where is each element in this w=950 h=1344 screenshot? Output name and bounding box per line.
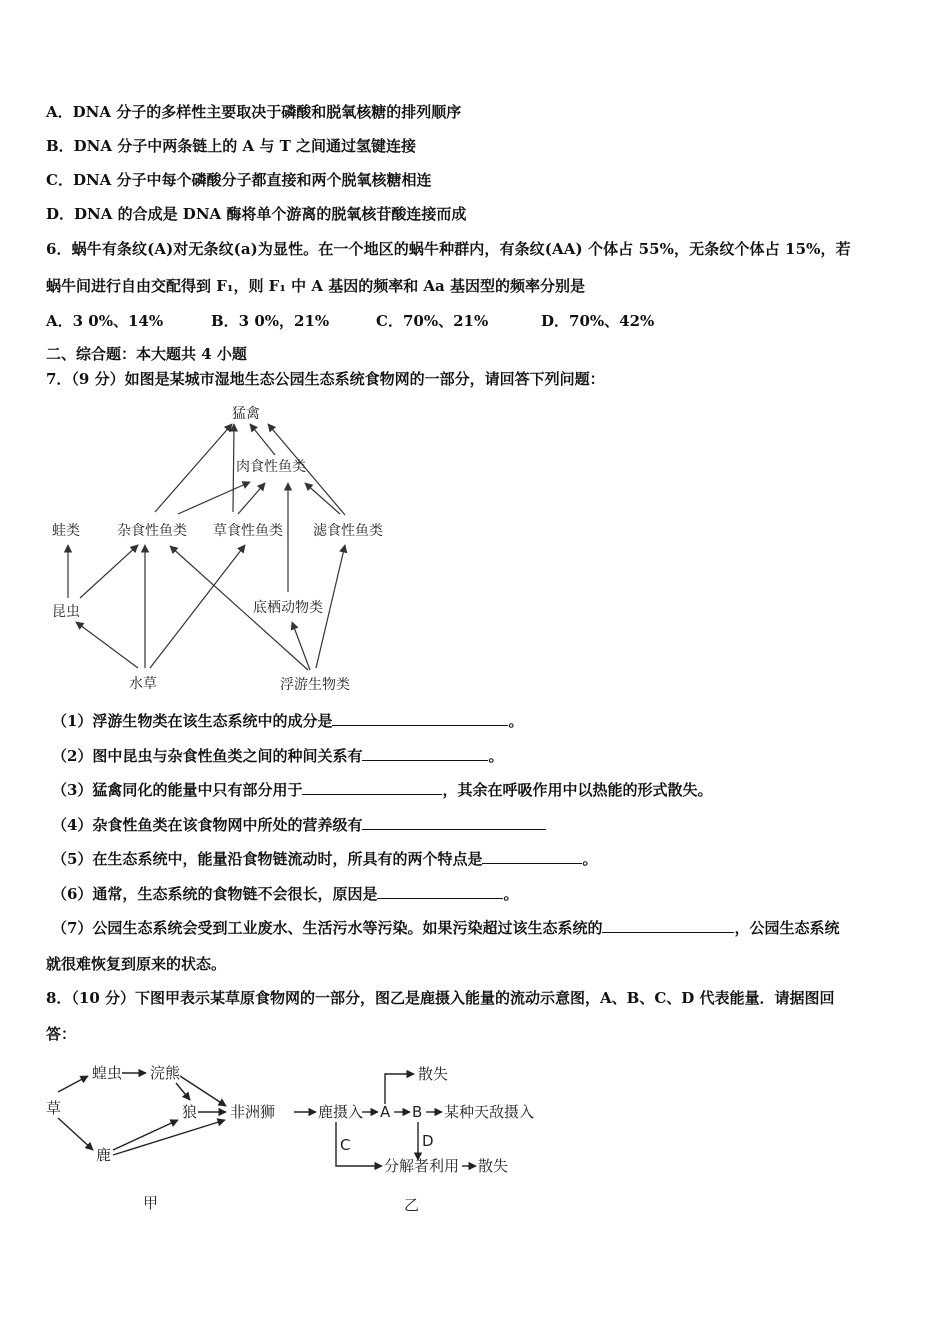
- q6-stem-line1: 6．蜗牛有条纹(A)对无条纹(a)为显性。在一个地区的蜗牛种群内，有条纹(AA) 个体占 55%，无条纹个体占 15%，若: [46, 240, 851, 258]
- q5-option-b: B．DNA 分子中两条链上的 A 与 T 之间通过氢键连接: [46, 137, 416, 155]
- arrow-omnivore-to-raptor: [155, 424, 232, 512]
- arrow-deer-to-wolf: [113, 1120, 178, 1150]
- q6-option-c: C．70%、21%: [376, 312, 489, 330]
- q7-sub7-continuation: 就很难恢复到原来的状态。: [46, 955, 227, 973]
- node-raptor: 猛禽: [232, 406, 260, 422]
- arrow-filter-to-carnivore: [305, 483, 340, 514]
- node-insect: 昆虫: [52, 604, 80, 620]
- arrow-raccoon-to-lion: [180, 1076, 226, 1106]
- q7-sub4-text: （4）杂食性鱼类在该食物网中所处的营养级有: [52, 816, 363, 834]
- yi-label-a: A: [380, 1103, 391, 1121]
- yi-dissipate-bottom: 散失: [478, 1157, 509, 1175]
- yi-label-c: C: [340, 1136, 351, 1154]
- q7-sub3-post: ，其余在呼吸作用中以热能的形式散失。: [442, 781, 713, 799]
- arrow-plankton-to-omnivore: [170, 546, 308, 670]
- q7-sub7-text: （7）公园生态系统会受到工业废水、生活污水等污染。如果污染超过该生态系统的: [52, 919, 603, 937]
- q5-option-a: A．DNA 分子的多样性主要取决于磷酸和脱氧核糖的排列顺序: [46, 103, 462, 121]
- q7-sub7-blank[interactable]: [602, 917, 734, 933]
- arrow-herbivore-to-carnivore: [238, 483, 265, 514]
- jia-deer: 鹿: [96, 1146, 112, 1164]
- q7-sub4: [52, 814, 546, 835]
- yi-deer-intake: 鹿摄入: [318, 1103, 364, 1121]
- q7-sub6-post: 。: [503, 885, 519, 903]
- jia-wolf: 狼: [182, 1103, 198, 1121]
- arrow-omnivore-to-carnivore: [178, 482, 250, 514]
- q7-sub1-post: 。: [508, 712, 524, 730]
- node-plankton: 浮游生物类: [280, 677, 350, 693]
- yi-dissipate-top: 散失: [418, 1065, 449, 1083]
- q7-sub6-blank[interactable]: [377, 883, 503, 899]
- arrow-waterweed-to-insect: [76, 622, 138, 668]
- q7-sub2: [52, 745, 503, 766]
- q7-sub4-blank[interactable]: [362, 814, 546, 830]
- q8-stem-line1: 8．（10 分）下图甲表示某草原食物网的一部分，图乙是鹿摄入能量的流动示意图，A、B、C、D 代表能量．请据图回: [46, 989, 835, 1007]
- q7-sub6: [52, 883, 518, 904]
- jia-locust: 蝗虫: [92, 1064, 123, 1082]
- arrow-plankton-to-benthos: [292, 622, 310, 670]
- q5-option-c: C．DNA 分子中每个磷酸分子都直接和两个脱氧核糖相连: [46, 171, 432, 189]
- arrow-filter-to-raptor: [268, 424, 345, 515]
- q7-sub7-post: ，公园生态系统: [734, 919, 840, 937]
- q7-sub2-text: （2）图中昆虫与杂食性鱼类之间的种间关系有: [52, 747, 363, 765]
- q7-sub1-text: （1）浮游生物类在该生态系统中的成分是: [52, 712, 333, 730]
- q6-stem-line2: 蜗牛间进行自由交配得到 F₁，则 F₁ 中 A 基因的频率和 Aa 基因型的频率分别是: [46, 277, 585, 295]
- q8-yi-labels: [318, 1065, 534, 1214]
- arrow-insect-to-omnivore: [80, 545, 138, 598]
- jia-caption: 甲: [143, 1194, 159, 1212]
- q7-stem: 7．（9 分）如图是某城市湿地生态公园生态系统食物网的一部分，请回答下列问题：: [46, 370, 605, 388]
- q7-sub2-post: 。: [488, 747, 504, 765]
- arrow-raccoon-to-wolf: [176, 1083, 190, 1100]
- yi-decomposer: 分解者利用: [384, 1157, 460, 1175]
- arrow-grass-to-deer: [58, 1118, 93, 1150]
- jia-raccoon: 浣熊: [150, 1064, 181, 1082]
- q7-sub2-blank[interactable]: [362, 745, 488, 761]
- q6-options: [46, 311, 926, 333]
- yi-predator-intake: 某种天敌摄入: [444, 1103, 535, 1121]
- node-filter-fish: 滤食性鱼类: [313, 523, 383, 539]
- q7-sub5: [52, 848, 597, 869]
- arrow-a-to-dissipate: [385, 1074, 414, 1104]
- arrow-carnivore-to-raptor: [250, 424, 275, 455]
- q6-option-d: D．70%、42%: [541, 312, 655, 330]
- arrow-deer-to-lion: [113, 1120, 225, 1155]
- arrow-herbivore-to-raptor: [233, 424, 234, 512]
- section-heading: 二、综合题：本大题共 4 小题: [46, 345, 247, 363]
- node-waterweed: 水草: [129, 676, 157, 692]
- q7-sub5-text: （5）在生态系统中，能量沿食物链流动时，所具有的两个特点是: [52, 850, 483, 868]
- jia-lion: 非洲狮: [230, 1103, 276, 1121]
- q8-yi-arrows: [294, 1074, 476, 1166]
- q8-jia-arrows: [58, 1073, 226, 1155]
- yi-caption: 乙: [404, 1196, 420, 1214]
- q6-option-a: A．3 0%、14%: [46, 312, 164, 330]
- q7-sub5-blank[interactable]: [482, 848, 582, 864]
- yi-label-b: B: [412, 1103, 423, 1121]
- q7-arrows: [68, 424, 345, 670]
- node-herbivore-fish: 草食性鱼类: [213, 523, 283, 539]
- arrow-plankton-to-filter: [316, 545, 345, 668]
- arrow-intake-to-decomposer: [336, 1122, 382, 1166]
- arrow-waterweed-to-herbivore: [150, 545, 245, 668]
- node-omnivore-fish: 杂食性鱼类: [117, 523, 187, 539]
- q6-option-b: B．3 0%，21%: [211, 312, 330, 330]
- arrow-grass-to-locust: [58, 1076, 88, 1092]
- q7-sub3-text: （3）猛禽同化的能量中只有部分用于: [52, 781, 303, 799]
- q7-sub6-text: （6）通常，生态系统的食物链不会很长，原因是: [52, 885, 378, 903]
- q7-sub1-blank[interactable]: [332, 710, 508, 726]
- q7-sub3: [52, 779, 712, 800]
- q7-sub5-post: 。: [582, 850, 598, 868]
- jia-grass: 草: [46, 1099, 62, 1117]
- q7-sub3-blank[interactable]: [302, 779, 442, 795]
- yi-label-d: D: [422, 1132, 434, 1150]
- node-benthos: 底栖动物类: [253, 600, 323, 616]
- q8-jia-labels: [46, 1064, 275, 1212]
- q7-sub1: [52, 710, 523, 731]
- q7-sub7: [52, 917, 839, 938]
- q5-option-d: D．DNA 的合成是 DNA 酶将单个游离的脱氧核苷酸连接而成: [46, 205, 467, 223]
- node-carnivore-fish: 肉食性鱼类: [236, 459, 306, 475]
- q8-stem-line2: 答：: [46, 1025, 77, 1043]
- node-frog: 蛙类: [52, 523, 80, 539]
